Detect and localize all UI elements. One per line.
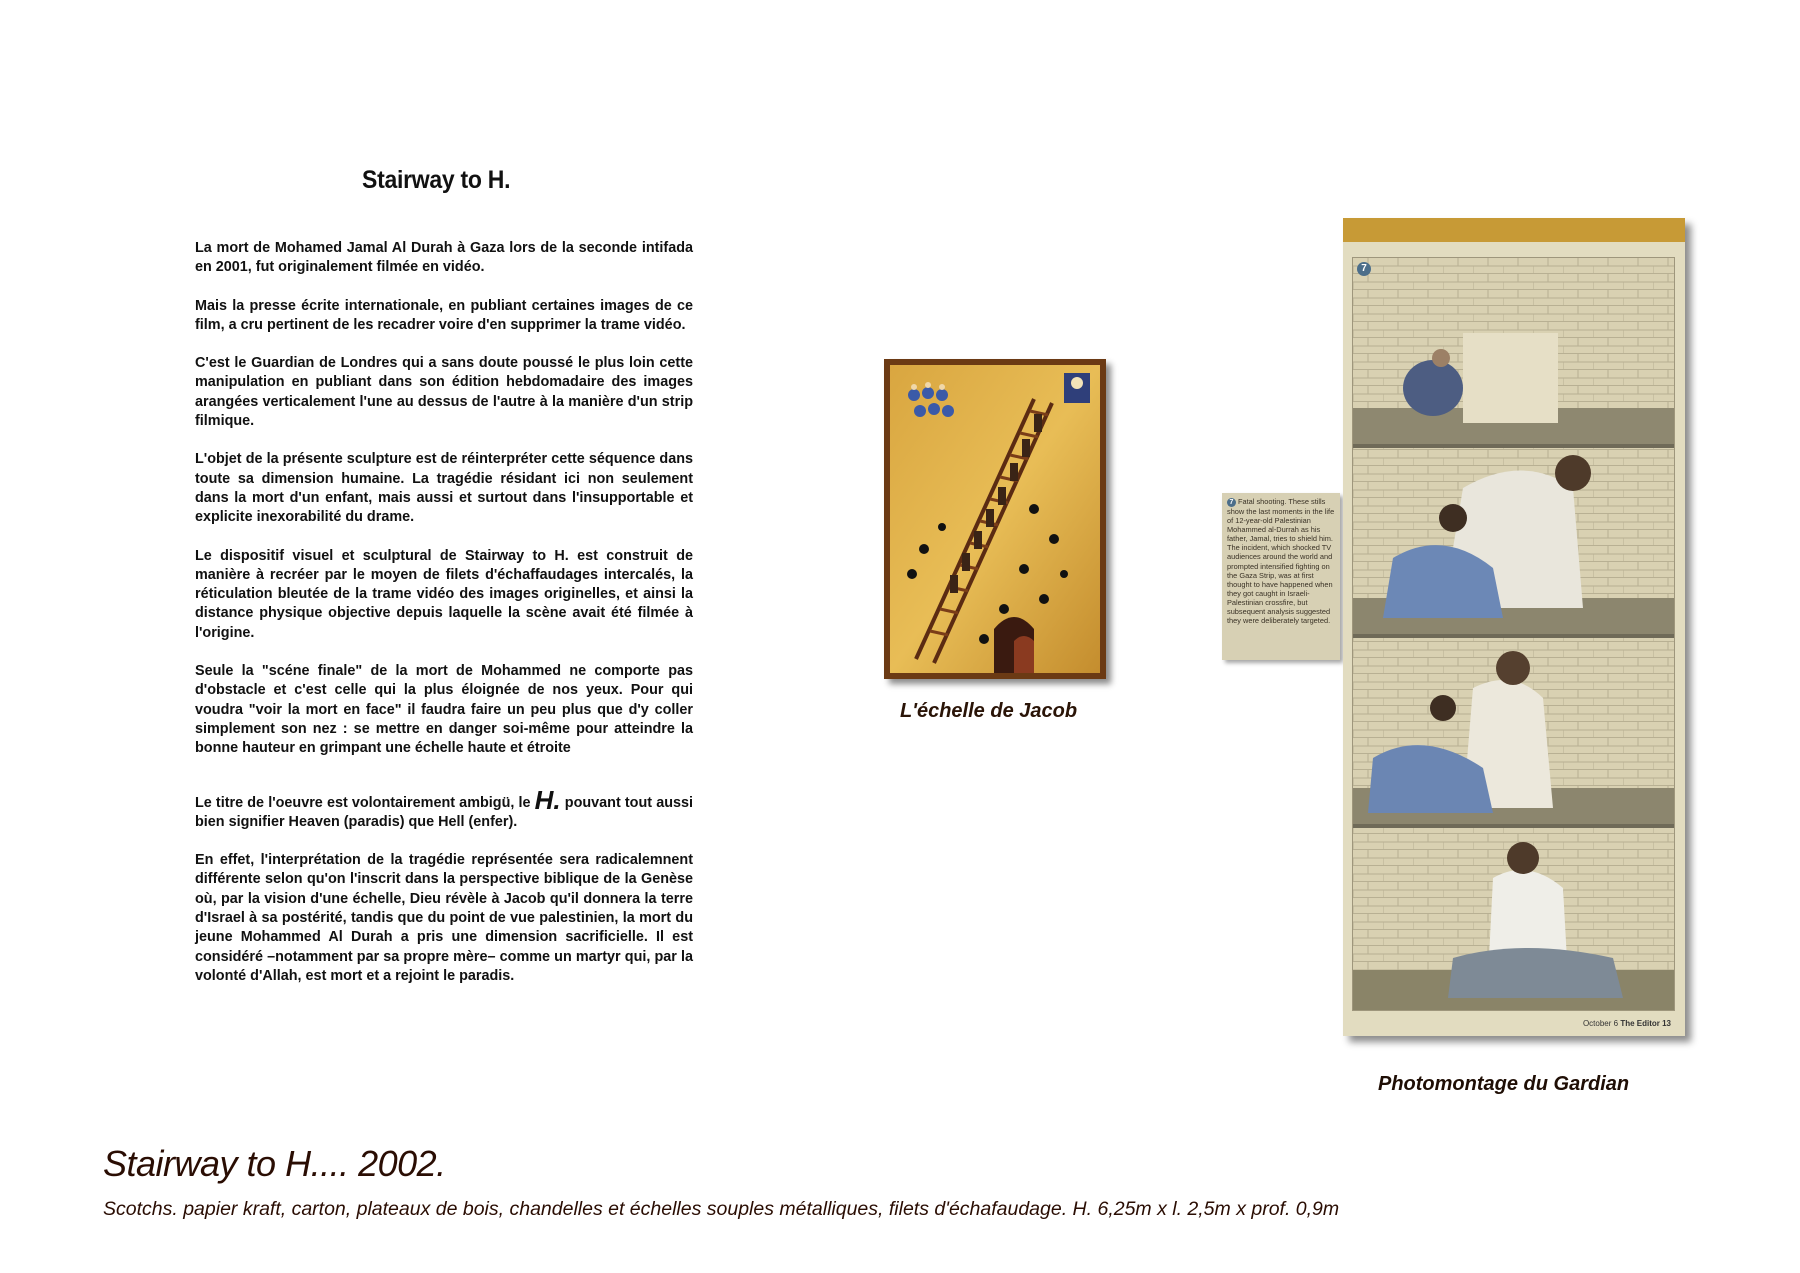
- newspaper-caption: [1222, 493, 1340, 660]
- paragraph: En effet, l'interprétation de la tragédie représentée sera radicalemnent différente selon qu'on l'inscrit dans la perspective biblique de la Genèse où, par la vision d'une échelle, Dieu révèle à Jacob qu'il donnera la terre d'Israel à sa postérité, tandis que du point de vue palestinien, la mort du jeune Mohammed Al Durah a pris une dimension sacrificielle. Il est considéré –notamment par sa propre mère– comme un martyr qui, par la volonté d'Allah, est mort et a rejoint le paradis.: [195, 852, 693, 984]
- work-title: Stairway to H.... 2002.: [103, 1143, 446, 1184]
- caption-jacob-ladder: L'échelle de Jacob: [900, 700, 1078, 722]
- paragraph-title-meaning: [195, 784, 693, 833]
- work-description: Scotchs. papier kraft, carton, plateaux de bois, chandelles et échelles souples métalliques, filets d'échafaudage. H. 6,25m x l. 2,5m x prof. 0,9m: [103, 1198, 1340, 1220]
- number-badge: 7: [1357, 262, 1371, 276]
- paragraph: Mais la presse écrite internationale, en publiant certaines images de ce film, a cru pertinent de les recadrer voire d'en supprimer la trame vidéo.: [195, 297, 693, 333]
- big-letter-h: H.: [534, 784, 561, 815]
- footer-publication: The Editor 13: [1620, 1019, 1671, 1028]
- paragraph: L'objet de la présente sculpture est de réinterpréter cette séquence dans toute sa dimension humaine. La tragédie résidant ici non seulement dans la mort d'un enfant, mais aussi et surtout dans l'insupportable et explicite inexorabilité du drame.: [195, 451, 693, 526]
- text-segment: pouvant tout aussi bien signifier Heaven (paradis) que Hell (enfer).: [195, 794, 693, 830]
- paragraph: C'est le Guardian de Londres qui a sans doute poussé le plus loin cette manipulation en publiant dans son édition hebdomadaire des images arangées verticalement l'une au dessus de l'autre à la manière d'un strip filmique.: [195, 355, 693, 430]
- newspaper-header-band: [1343, 218, 1685, 242]
- footer-date: October 6: [1582, 1019, 1619, 1028]
- paragraph: Le dispositif visuel et sculptural de Stairway to H. est construit de manière à recréer par le moyen de filets d'échaffaudages intercalés, la réticulation bleutée de la trame vidéo des images originelles, et ainsi la distance physique objective depuis laquelle la scène avait été filmée à l'origine.: [195, 547, 693, 641]
- body-text: [195, 239, 693, 1005]
- photomontage-strip: [1343, 218, 1685, 1036]
- jacob-ladder-image: [884, 359, 1106, 679]
- newspaper-footer: [1583, 1019, 1671, 1028]
- newspaper-caption-text: Fatal shooting. These stills show the last moments in the life of 12-year-old Palestinian Mohammed al-Durrah as his father, Jamal, tries to shield him. The incident, which shocked TV audiences around the world and prompted intensified fighting on the Gaza Strip, was at first thought to have happened when they got caught in Israeli-Palestinian crossfire, but subsequent analysis suggested they were deliberately targeted.: [1227, 497, 1335, 626]
- paragraph: La mort de Mohamed Jamal Al Durah à Gaza lors de la seconde intifada en 2001, fut originalement filmée en vidéo.: [195, 240, 693, 276]
- text-segment: Le titre de l'oeuvre est volontairement ambigü, le: [195, 794, 535, 811]
- page-title: Stairway to H.: [362, 166, 511, 194]
- caption-photomontage: Photomontage du Gardian: [1378, 1073, 1630, 1095]
- photo-sequence: [1352, 257, 1675, 1011]
- paragraph: Seule la "scéne finale" de la mort de Mohammed ne comporte pas d'obstacle et c'est celle qui la plus éloignée de nos yeux. Pour qui voudra "voir la mort en face" il faudra faire un peu plus que d'y coller simplement son nez : se mettre en danger soi-même pour atteindre la bonne hauteur en grimpant une échelle haute et étroite: [195, 663, 693, 757]
- number-badge: 7: [1227, 498, 1236, 507]
